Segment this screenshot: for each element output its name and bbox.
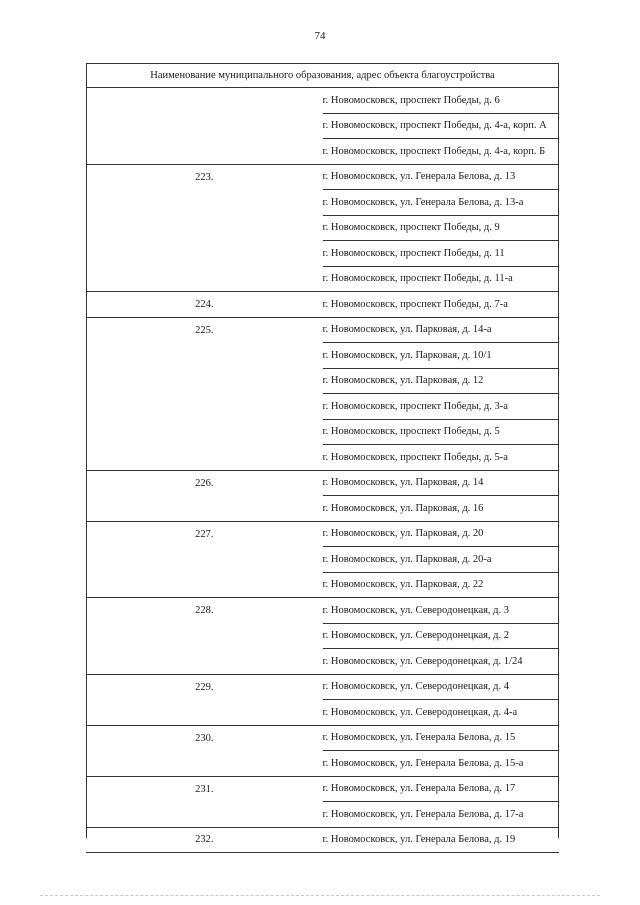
row-number	[86, 241, 323, 267]
row-address: г. Новомосковск, проспект Победы, д. 11	[323, 241, 560, 267]
row-address: г. Новомосковск, ул. Парковая, д. 12	[323, 368, 560, 394]
row-address: г. Новомосковск, проспект Победы, д. 6	[323, 88, 560, 114]
row-address: г. Новомосковск, ул. Северодонецкая, д. 1/24	[323, 649, 560, 675]
row-number	[86, 700, 323, 726]
table-row	[86, 88, 559, 114]
row-number: 230.	[86, 725, 323, 751]
row-address: г. Новомосковск, ул. Парковая, д. 14	[323, 470, 560, 496]
row-number	[86, 649, 323, 675]
row-address: г. Новомосковск, ул. Парковая, д. 10/1	[323, 343, 560, 369]
row-address: г. Новомосковск, проспект Победы, д. 11-а	[323, 266, 560, 292]
row-address: г. Новомосковск, ул. Генерала Белова, д. 13-а	[323, 190, 560, 216]
table-row	[86, 776, 559, 802]
row-address: г. Новомосковск, ул. Парковая, д. 22	[323, 572, 560, 598]
table-row	[86, 598, 559, 624]
row-number: 228.	[86, 598, 323, 624]
row-number: 227.	[86, 521, 323, 547]
table-row	[86, 674, 559, 700]
row-number: 224.	[86, 292, 323, 318]
row-number: 232.	[86, 827, 323, 853]
row-number	[86, 547, 323, 573]
row-number: 226.	[86, 470, 323, 496]
row-number: 229.	[86, 674, 323, 700]
table-row	[86, 470, 559, 496]
table-right-border	[558, 63, 559, 838]
row-number	[86, 190, 323, 216]
row-address: г. Новомосковск, проспект Победы, д. 5-а	[323, 445, 560, 471]
row-number	[86, 572, 323, 598]
table-row	[86, 139, 559, 165]
table-row	[86, 725, 559, 751]
table-row	[86, 317, 559, 343]
row-number: 223.	[86, 164, 323, 190]
row-number	[86, 88, 323, 114]
row-number	[86, 139, 323, 165]
table-row	[86, 521, 559, 547]
row-number	[86, 113, 323, 139]
row-number	[86, 266, 323, 292]
address-table	[86, 63, 559, 853]
table-row	[86, 827, 559, 853]
row-number	[86, 496, 323, 522]
row-address: г. Новомосковск, ул. Генерала Белова, д. 17-а	[323, 802, 560, 828]
table-row	[86, 394, 559, 420]
table-row	[86, 445, 559, 471]
row-address: г. Новомосковск, ул. Генерала Белова, д. 17	[323, 776, 560, 802]
table-row	[86, 215, 559, 241]
table-row	[86, 623, 559, 649]
table-header-row	[86, 64, 559, 88]
row-number	[86, 751, 323, 777]
row-number	[86, 623, 323, 649]
row-address: г. Новомосковск, ул. Генерала Белова, д. 15-а	[323, 751, 560, 777]
row-number	[86, 419, 323, 445]
table-row	[86, 700, 559, 726]
scan-edge-line	[40, 895, 600, 897]
table-row	[86, 343, 559, 369]
row-address: г. Новомосковск, проспект Победы, д. 3-а	[323, 394, 560, 420]
table-row	[86, 419, 559, 445]
row-address: г. Новомосковск, проспект Победы, д. 5	[323, 419, 560, 445]
row-address: г. Новомосковск, ул. Северодонецкая, д. 4	[323, 674, 560, 700]
row-number	[86, 445, 323, 471]
table-row	[86, 190, 559, 216]
row-address: г. Новомосковск, ул. Парковая, д. 14-а	[323, 317, 560, 343]
table-row	[86, 751, 559, 777]
row-address: г. Новомосковск, ул. Парковая, д. 16	[323, 496, 560, 522]
row-number	[86, 802, 323, 828]
table-row	[86, 241, 559, 267]
row-address: г. Новомосковск, проспект Победы, д. 9	[323, 215, 560, 241]
table-row	[86, 368, 559, 394]
table-row	[86, 292, 559, 318]
page-number: 74	[314, 30, 326, 42]
table-row	[86, 496, 559, 522]
table-header: Наименование муниципального образования, адрес объекта благоустройства	[86, 64, 559, 88]
table-body	[86, 88, 559, 853]
table-row	[86, 164, 559, 190]
row-address: г. Новомосковск, ул. Генерала Белова, д. 13	[323, 164, 560, 190]
table-row	[86, 547, 559, 573]
table-row	[86, 802, 559, 828]
row-number	[86, 215, 323, 241]
row-address: г. Новомосковск, ул. Северодонецкая, д. 4-а	[323, 700, 560, 726]
table-left-border	[86, 63, 87, 838]
row-address: г. Новомосковск, ул. Генерала Белова, д. 19	[323, 827, 560, 853]
table-row	[86, 113, 559, 139]
row-address: г. Новомосковск, ул. Парковая, д. 20	[323, 521, 560, 547]
table-row	[86, 572, 559, 598]
row-number: 231.	[86, 776, 323, 802]
row-address: г. Новомосковск, ул. Северодонецкая, д. 2	[323, 623, 560, 649]
row-address: г. Новомосковск, проспект Победы, д. 4-а, корп. Б	[323, 139, 560, 165]
table-row	[86, 266, 559, 292]
row-address: г. Новомосковск, ул. Северодонецкая, д. 3	[323, 598, 560, 624]
table-row	[86, 649, 559, 675]
row-address: г. Новомосковск, проспект Победы, д. 4-а, корп. А	[323, 113, 560, 139]
row-number: 225.	[86, 317, 323, 343]
row-address: г. Новомосковск, проспект Победы, д. 7-а	[323, 292, 560, 318]
row-address: г. Новомосковск, ул. Парковая, д. 20-а	[323, 547, 560, 573]
row-number	[86, 368, 323, 394]
row-number	[86, 343, 323, 369]
row-number	[86, 394, 323, 420]
row-address: г. Новомосковск, ул. Генерала Белова, д. 15	[323, 725, 560, 751]
